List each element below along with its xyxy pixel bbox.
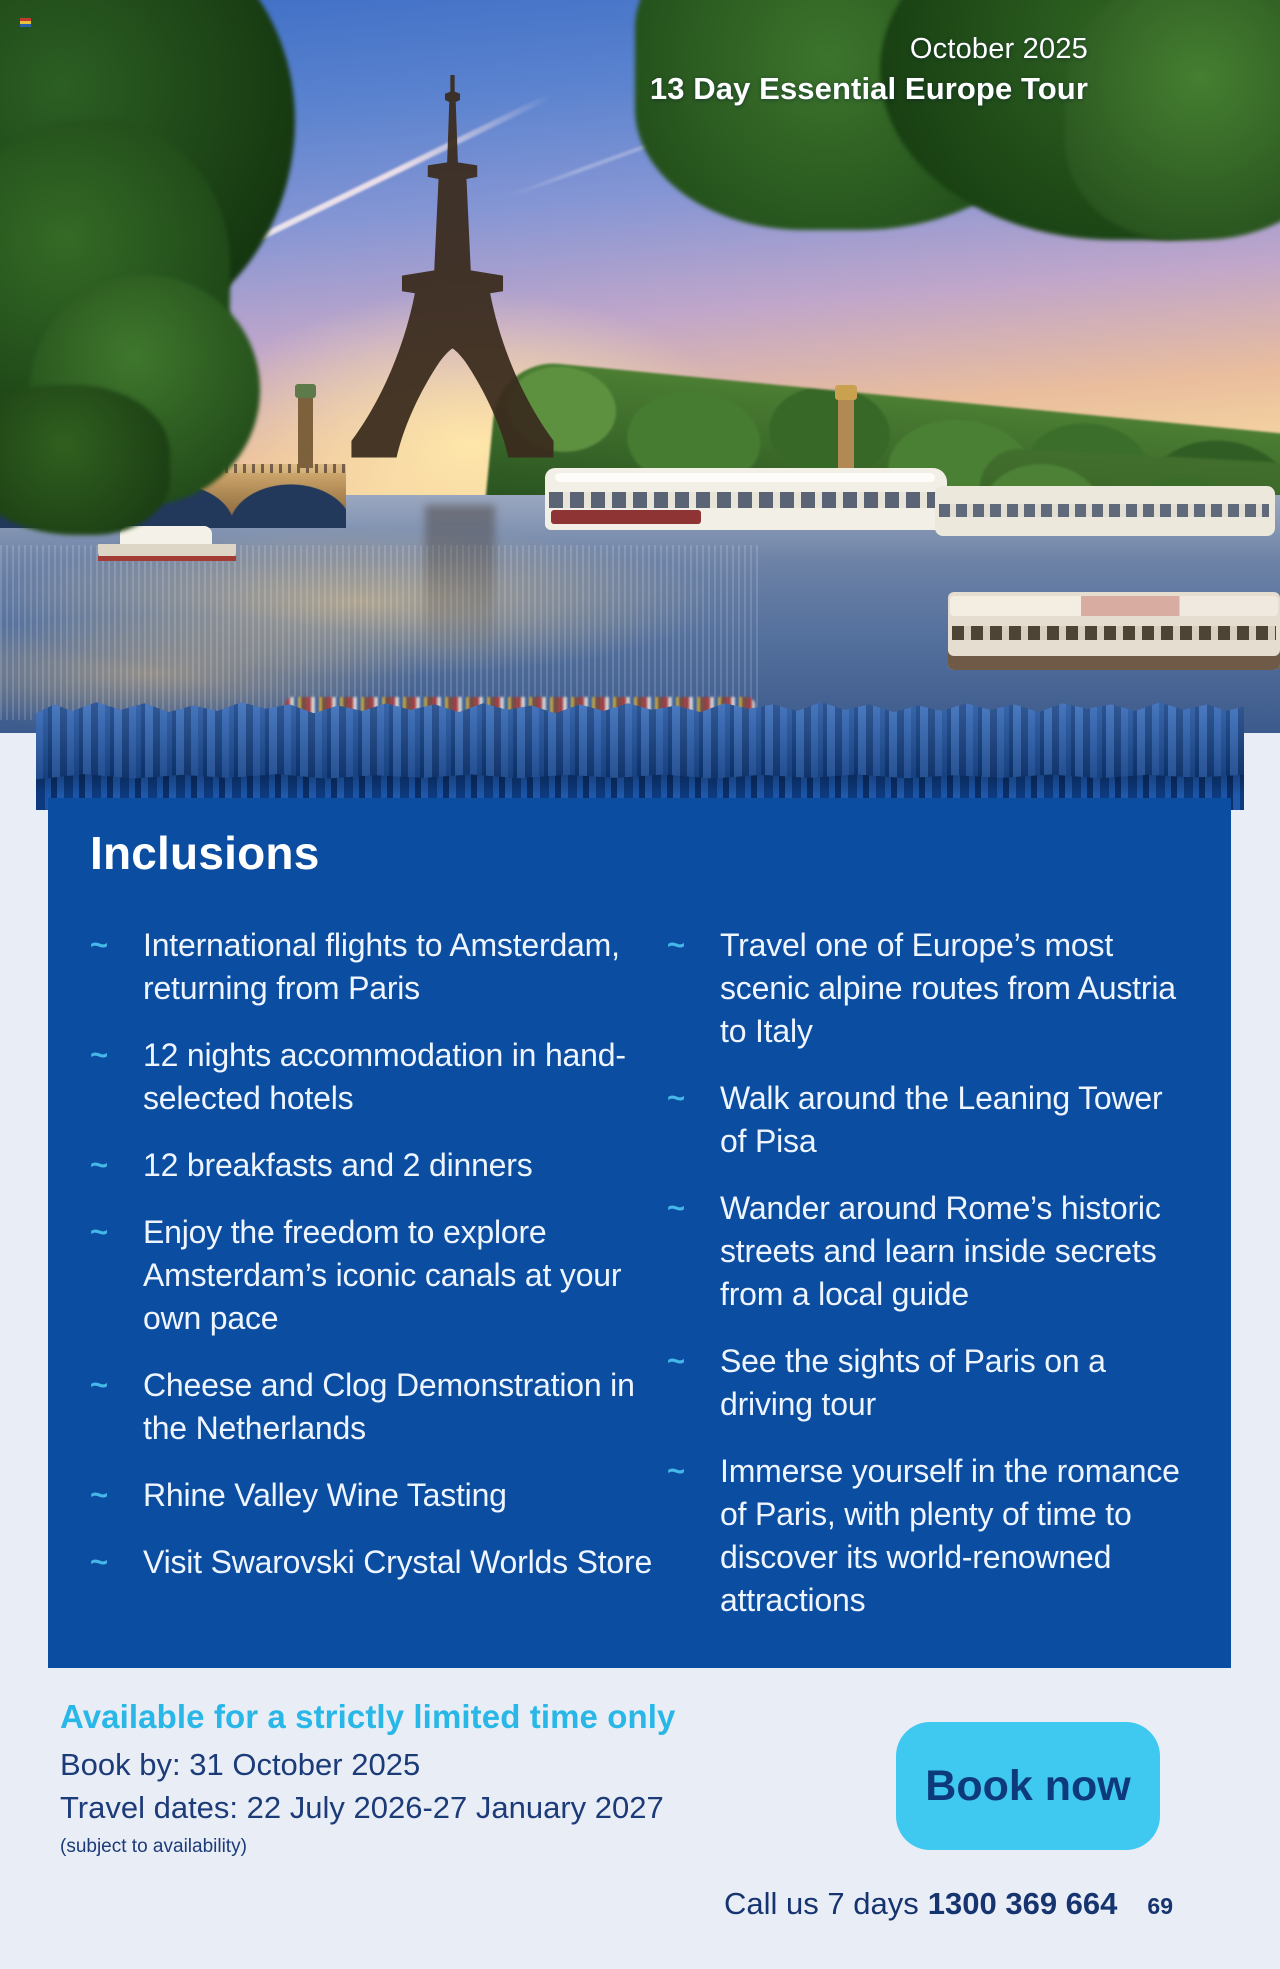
footer [724, 1886, 1173, 1922]
list-item-text: Cheese and Clog Demonstration in the Netherlands [143, 1367, 635, 1446]
bridge-pillar [298, 396, 313, 468]
list-item-text: International flights to Amsterdam, returning from Paris [143, 927, 620, 1006]
tilde-bullet-icon: ~ [90, 1367, 109, 1402]
hero-photo-eiffel-tower [0, 0, 1280, 733]
tilde-bullet-icon: ~ [90, 1214, 109, 1249]
tilde-bullet-icon: ~ [90, 1147, 109, 1182]
tower-reflection [425, 505, 495, 690]
boat-windows [549, 492, 943, 508]
curtain-fringe [36, 700, 1244, 810]
book-by-date: Book by: 31 October 2025 [60, 1747, 421, 1782]
bridge-pillar [838, 398, 854, 468]
tree-shrub-bottom-left [0, 385, 170, 535]
tilde-bullet-icon: ~ [667, 1190, 686, 1225]
list-item [667, 1187, 1197, 1316]
inclusions-left-column [90, 924, 667, 1622]
list-item [667, 1077, 1197, 1163]
list-item-text: Visit Swarovski Crystal Worlds Store [143, 1544, 653, 1580]
list-item-text: Enjoy the freedom to explore Amsterdam’s iconic canals at your own pace [143, 1214, 622, 1336]
availability-note: (subject to availability) [60, 1836, 247, 1857]
list-item [90, 1541, 667, 1584]
tree-canopy-top-right [1065, 0, 1280, 240]
list-item [90, 1034, 667, 1120]
boat-roof [555, 473, 935, 482]
list-item-text: Walk around the Leaning Tower of Pisa [720, 1080, 1163, 1159]
book-now-button[interactable]: Book now [896, 1722, 1160, 1850]
river-cruise-boat [935, 486, 1275, 536]
barge-canopy [950, 596, 1278, 616]
list-item-text: 12 nights accommodation in hand-selected hotels [143, 1037, 626, 1116]
list-item [667, 1340, 1197, 1426]
boat-accent [551, 510, 701, 524]
list-item [90, 1144, 667, 1187]
tour-title: 13 Day Essential Europe Tour [649, 71, 1088, 106]
list-item-text: Travel one of Europe’s most scenic alpine routes from Austria to Italy [720, 927, 1176, 1049]
list-item [667, 1450, 1197, 1622]
issue-date: October 2025 [909, 33, 1088, 65]
boat-cabin [120, 526, 212, 545]
small-boat [98, 526, 236, 568]
tilde-bullet-icon: ~ [90, 1037, 109, 1072]
tilde-bullet-icon: ~ [90, 927, 109, 962]
page-number: 69 [1147, 1893, 1173, 1919]
boat-stripe [98, 556, 236, 561]
tilde-bullet-icon: ~ [90, 1544, 109, 1579]
hero-caption [650, 33, 1088, 107]
flag-icon [20, 18, 31, 27]
list-item [667, 924, 1197, 1053]
list-item-text: 12 breakfasts and 2 dinners [143, 1147, 533, 1183]
list-item [90, 1364, 667, 1450]
river-cruise-boat [545, 468, 947, 530]
tilde-bullet-icon: ~ [667, 1453, 686, 1488]
inclusions-panel [48, 798, 1231, 1668]
inclusions-right-column [667, 924, 1197, 1622]
list-item-text: See the sights of Paris on a driving tour [720, 1343, 1106, 1422]
inclusions-heading: Inclusions [90, 827, 320, 879]
inclusions-columns [90, 924, 1197, 1622]
phone-number[interactable]: 1300 369 664 [927, 1886, 1118, 1921]
call-us-label: Call us 7 days [724, 1886, 919, 1921]
barge-windows [952, 626, 1276, 640]
tilde-bullet-icon: ~ [667, 1080, 686, 1115]
moored-barges [948, 592, 1280, 670]
tilde-bullet-icon: ~ [90, 1477, 109, 1512]
list-item-text: Immerse yourself in the romance of Paris, with plenty of time to discover its world-renowned attractions [720, 1453, 1180, 1618]
list-item [90, 1211, 667, 1340]
travel-dates: Travel dates: 22 July 2026-27 January 2027 [60, 1790, 664, 1825]
tilde-bullet-icon: ~ [667, 927, 686, 962]
list-item [90, 924, 667, 1010]
availability-heading: Available for a strictly limited time only [60, 1698, 676, 1735]
list-item-text: Wander around Rome’s historic streets and learn inside secrets from a local guide [720, 1190, 1161, 1312]
boat-windows [939, 504, 1269, 517]
list-item [90, 1474, 667, 1517]
water-sparkle [0, 545, 760, 720]
eiffel-tower-silhouette [345, 75, 560, 470]
list-item-text: Rhine Valley Wine Tasting [143, 1477, 507, 1513]
tilde-bullet-icon: ~ [667, 1343, 686, 1378]
